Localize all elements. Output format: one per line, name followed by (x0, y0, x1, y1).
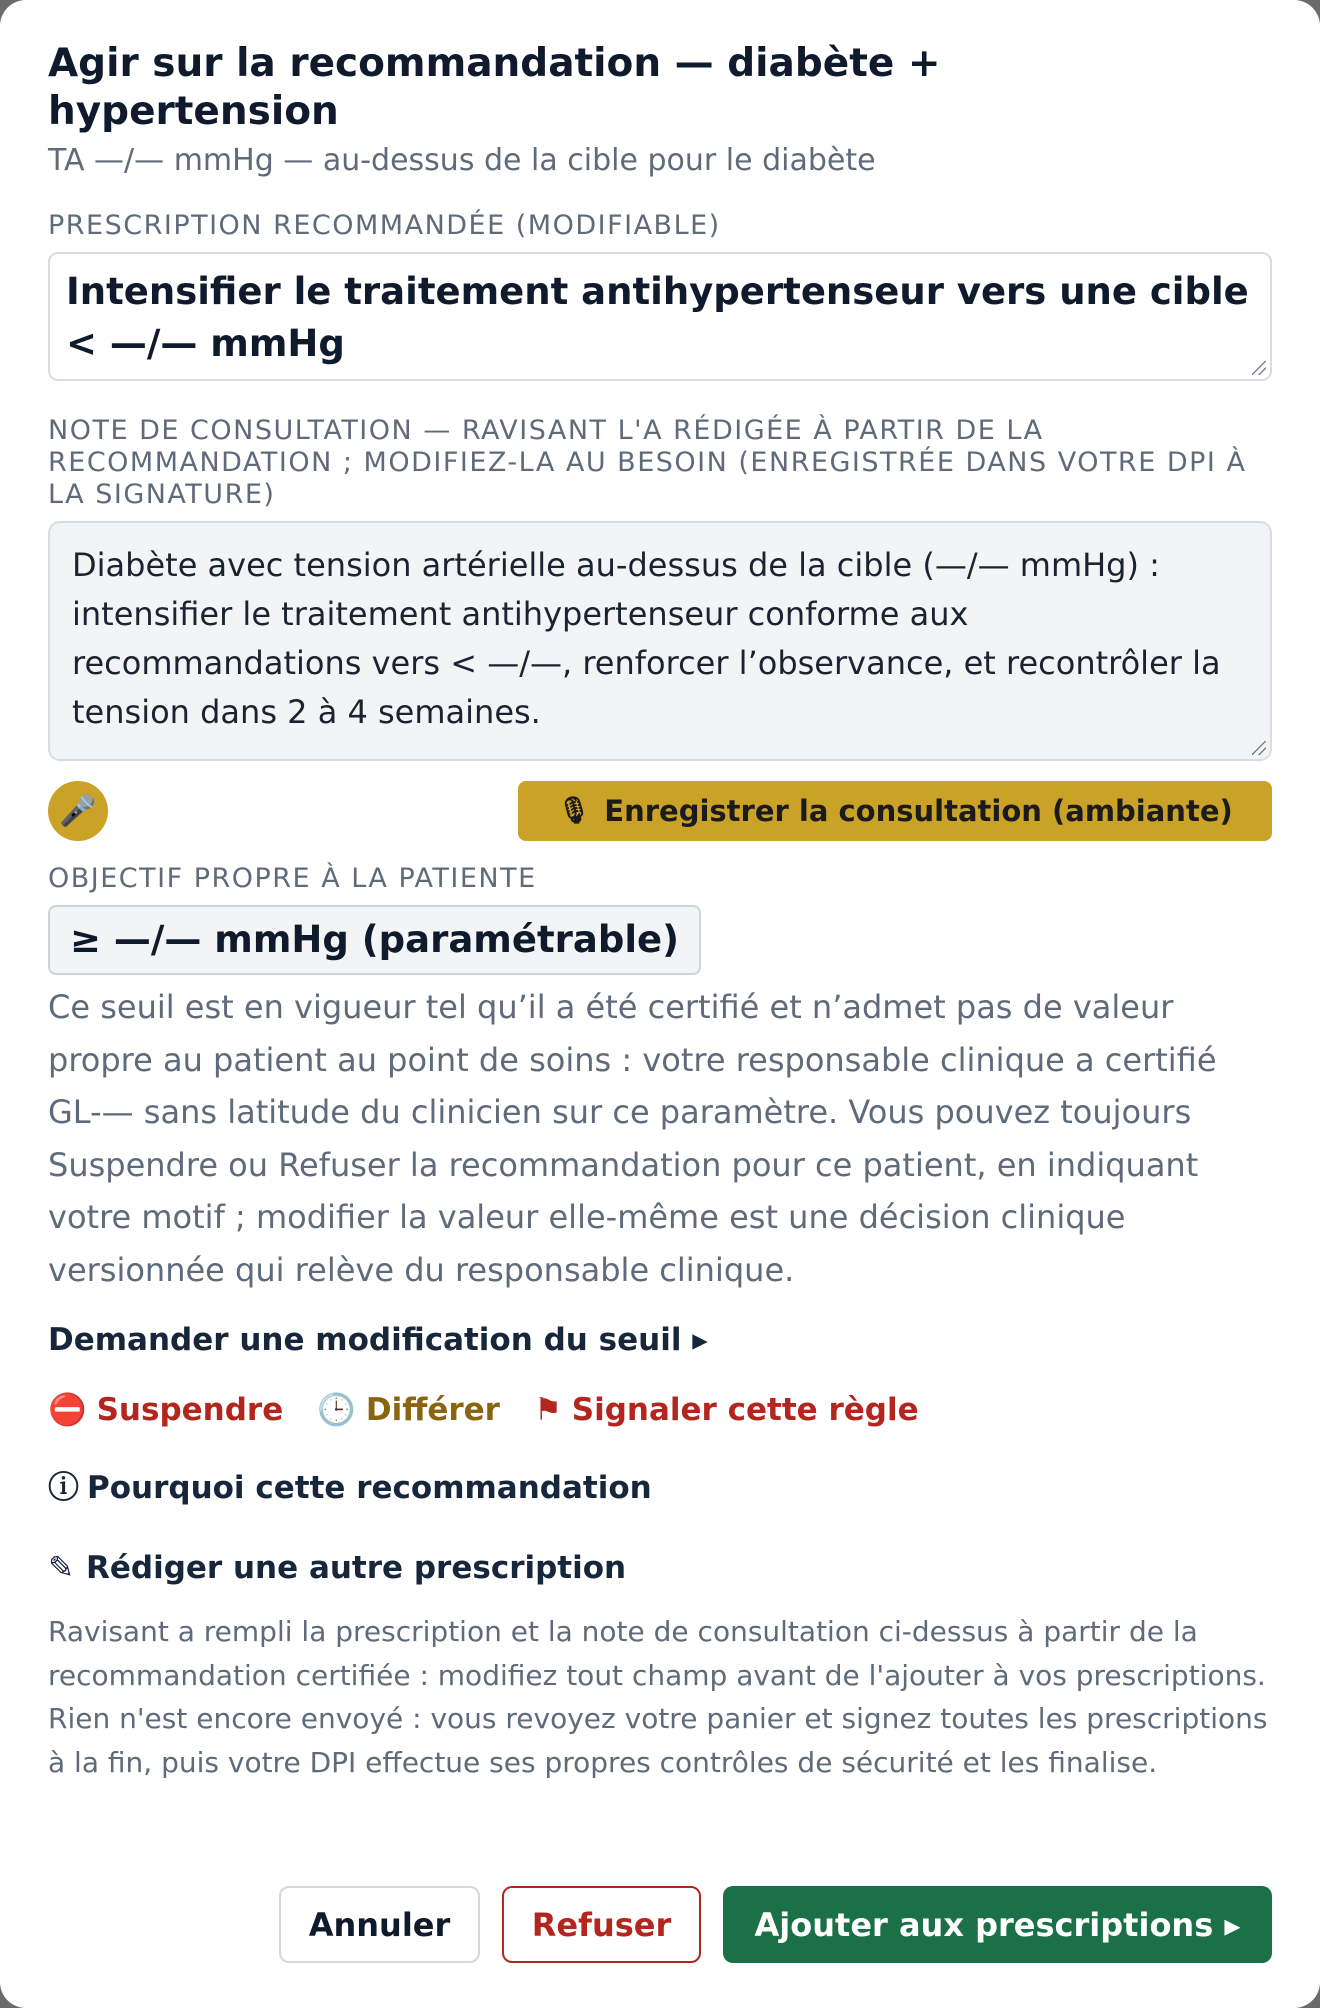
flag-icon: ⚑ (533, 1392, 562, 1428)
defer-label: Différer (365, 1392, 500, 1428)
flag-rule-button[interactable] (534, 1390, 919, 1430)
ambient-recording-label: Enregistrer la consultation (ambiante) (604, 794, 1233, 828)
resize-grip-icon[interactable] (1252, 741, 1266, 755)
clock-icon: 🕒 (317, 1392, 356, 1428)
prescription-label: PRESCRIPTION RECOMMANDÉE (MODIFIABLE) (48, 210, 721, 241)
dictation-mic-button[interactable] (48, 781, 108, 841)
dialog-footer (279, 1886, 1272, 1963)
consultation-note-textarea[interactable] (48, 521, 1272, 761)
dialog-title: Agir sur la recommandation — diabète + hypertension (48, 41, 941, 134)
defer-button[interactable] (317, 1390, 500, 1430)
threshold-explanation: Ce seuil est en vigueur tel qu’il a été certifié et n’admet pas de valeur propre au patient au point de soins : votre responsable clinique a certifié GL-— sans latitude du clinicien sur ce paramètre. Vous pouvez toujours Suspendre ou Refuser la recommandation pour ce patient, en indiquant votre motif ; modifier la valeur elle-même est une décision clinique versionnée qui relève du responsable clinique. (48, 988, 1217, 1289)
add-to-prescriptions-button[interactable]: Ajouter aux prescriptions ▸ (723, 1886, 1272, 1963)
recording-row (48, 781, 1272, 841)
note-label: NOTE DE CONSULTATION — RAVISANT L'A RÉDIGÉE À PARTIR DE LA RECOMMANDATION ; MODIFIEZ-LA AU BESOIN (ENREGISTRÉE DANS VOTRE DPI À LA SIGNATURE) (48, 415, 1247, 510)
ambient-recording-button[interactable] (518, 781, 1272, 841)
consultation-note-text: Diabète avec tension artérielle au-dessus de la cible (—/— mmHg) : intensifier le traitement antihypertenseur conforme aux recommandations vers < —/—, renforcer l’observance, et recontrôler la tension dans 2 à 4 semaines. (72, 546, 1221, 731)
prescription-input[interactable] (48, 252, 1272, 381)
resize-grip-icon[interactable] (1252, 361, 1266, 375)
no-entry-icon: ⛔ (48, 1392, 87, 1428)
studio-microphone-icon: 🎙 (557, 796, 591, 826)
why-recommendation-label: Pourquoi cette recommandation (87, 1470, 652, 1506)
request-threshold-change-link[interactable]: Demander une modification du seuil ▸ (48, 1322, 708, 1358)
refuse-button[interactable]: Refuser (502, 1886, 701, 1963)
microphone-icon: 🎤 (59, 793, 97, 829)
flag-rule-label: Signaler cette règle (571, 1392, 919, 1428)
cancel-button[interactable]: Annuler (279, 1886, 480, 1963)
suspend-button[interactable] (48, 1390, 283, 1430)
why-recommendation-link[interactable] (48, 1468, 1272, 1508)
patient-goal-value: ≥ —/— mmHg (paramétrable) (48, 905, 701, 975)
write-other-prescription-link[interactable] (48, 1548, 1272, 1588)
write-other-prescription-label: Rédiger une autre prescription (85, 1550, 627, 1586)
prescription-text: Intensifier le traitement antihypertenseur vers une cible < —/— mmHg (66, 270, 1249, 365)
info-footnote: Ravisant a rempli la prescription et la note de consultation ci-dessus à partir de la recommandation certifiée : modifiez tout champ avant de l'ajouter à vos prescriptions. Rien n'est encore envoyé : vous revoyez votre panier et signez toutes les prescriptions à la fin, puis votre DPI effectue ses propres contrôles de sécurité et les finalise. (48, 1615, 1268, 1779)
pencil-icon: ✎ (48, 1550, 74, 1586)
dialog-subtitle: TA —/— mmHg — au-dessus de la cible pour le diabète (48, 143, 876, 178)
patient-goal-label: OBJECTIF PROPRE À LA PATIENTE (48, 863, 537, 894)
secondary-actions (48, 1390, 1272, 1430)
suspend-label: Suspendre (96, 1392, 284, 1428)
info-icon: ⓘ (48, 1470, 79, 1506)
